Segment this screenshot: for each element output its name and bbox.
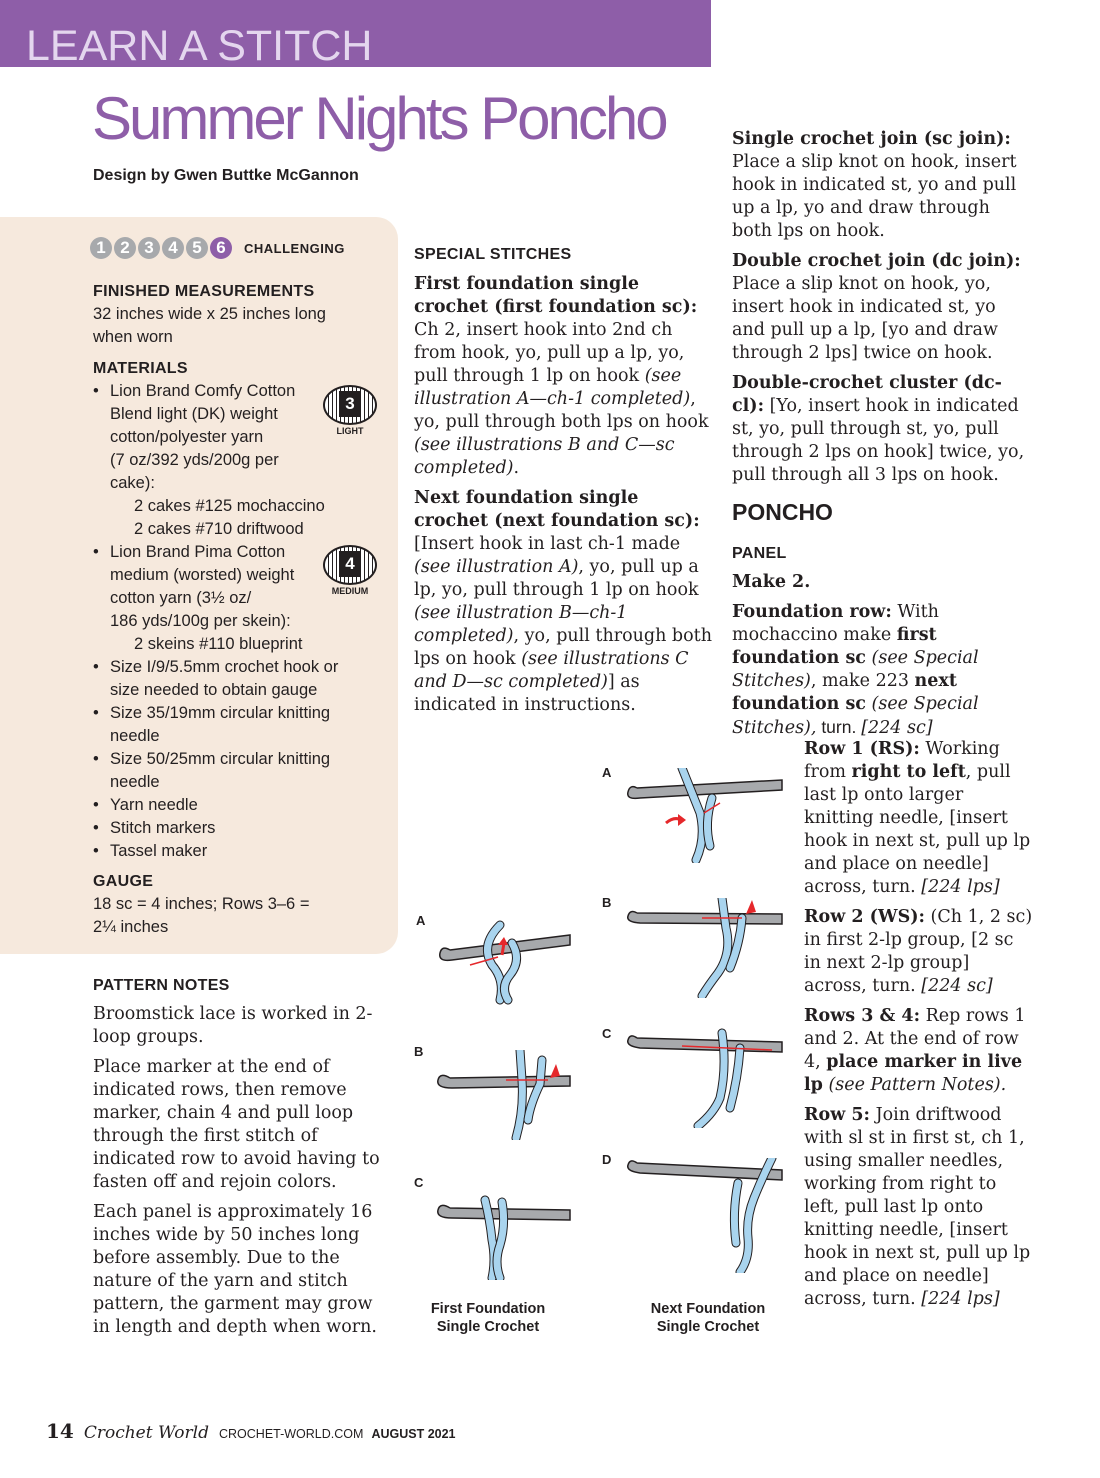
issue-date: AUGUST 2021 <box>371 1427 456 1441</box>
gauge-heading: GAUGE <box>93 873 154 890</box>
materials-heading: MATERIALS <box>93 360 188 377</box>
material-item: • Size I/9/5.5mm crochet hook or <box>93 656 378 679</box>
page-footer <box>46 1419 456 1443</box>
row-count: [224 sc] <box>921 976 993 996</box>
yarn-weight-number: 3 <box>339 391 361 417</box>
stitch-text: , yo, pull through both lps on hook <box>414 389 709 432</box>
material-continuation: medium (worsted) weight <box>110 566 295 584</box>
caption-line: First Foundation <box>430 1301 546 1317</box>
caption-line: Next Foundation <box>650 1301 766 1317</box>
row-emphasis: place marker in live lp <box>804 1052 1023 1095</box>
foundation-row <box>732 601 1032 740</box>
designer-credit: Design by Gwen Buttke McGannon <box>93 167 359 184</box>
row-label: Row 1 (RS): <box>804 739 920 759</box>
stitch-name: Double-crochet cluster (dc-cl): <box>732 373 1002 416</box>
yarn-weight-number: 4 <box>339 551 361 577</box>
material-item: • Tassel maker <box>93 840 378 863</box>
row-text: , pull last lp onto larger knitting needle, [insert hook in next st, pull up lp and place on needle] across, turn. <box>804 762 1031 897</box>
special-stitches-heading: SPECIAL STITCHES <box>414 246 572 263</box>
stitch-text: Place a slip knot on hook, yo, insert hook in indicated st, yo and pull up a lp, [yo and draw through 2 lps] twice on hook. <box>732 274 998 363</box>
material-item: • Size 35/19mm circular knitting <box>93 702 378 725</box>
stitch-text: , yo, pull through both lps on hook <box>414 626 712 669</box>
material-continuation: cotton yarn (3½ oz/ <box>110 589 252 607</box>
material-item: • Lion Brand Pima Cotton <box>93 541 378 564</box>
material-item: • Lion Brand Comfy Cotton <box>93 380 378 403</box>
panel-heading: PANEL <box>732 545 787 562</box>
material-continuation: (7 oz/392 yds/200g per <box>110 451 279 469</box>
crochet-illustration-next-b <box>622 898 787 998</box>
material-subitem: 2 cakes #125 mochaccino <box>134 497 325 515</box>
stitch-text: . <box>513 458 520 478</box>
skill-level-2: 2 <box>114 237 136 259</box>
stitch-ref: (see illustrations C and D—sc completed) <box>414 649 689 692</box>
crochet-illustration-first-b <box>430 1050 580 1140</box>
caption-line: Single Crochet <box>656 1319 760 1335</box>
dc-cluster <box>732 372 1032 487</box>
pattern-notes <box>93 977 393 1346</box>
row-emphasis: first foundation sc <box>732 625 937 668</box>
page-number: 14 <box>46 1419 74 1443</box>
measurements-section <box>93 280 378 349</box>
yarn-weight-4-icon <box>322 545 378 596</box>
figure-caption-first <box>412 1300 564 1336</box>
material-subitem: 2 cakes #710 driftwood <box>134 520 304 538</box>
row-2 <box>804 906 1034 998</box>
row-count: [224 lps] <box>921 1289 1000 1309</box>
stitch-name: Next foundation single crochet (next foundation sc): <box>414 488 700 531</box>
row-text: , make 223 <box>810 671 915 691</box>
material-continuation: cake): <box>110 474 155 492</box>
material-item: • Yarn needle <box>93 794 378 817</box>
figure-letter: C <box>602 1026 612 1041</box>
material-continuation: Blend light (DK) weight <box>110 405 278 423</box>
pattern-title: Summer Nights Poncho <box>92 85 666 152</box>
first-foundation-sc <box>414 273 714 480</box>
website: CROCHET-WORLD.COM <box>218 1427 364 1441</box>
section-label: LEARN A STITCH <box>26 22 373 70</box>
skill-level-5: 5 <box>186 237 208 259</box>
material-continuation: needle <box>110 773 160 791</box>
pattern-note: Place marker at the end of indicated rows, then remove marker, chain 4 and pull loop through the first stitch of indicated row to avoid having to fasten off and rejoin colors. <box>93 1057 380 1192</box>
joins-column <box>732 128 1032 747</box>
row-label: Row 2 (WS): <box>804 907 925 927</box>
stitch-text: Place a slip knot on hook, insert hook in indicated st, yo and pull up a lp, yo and draw through both lps on hook. <box>732 152 1017 241</box>
pattern-note: Each panel is approximately 16 inches wide by 50 inches long before assembly. Due to the nature of the yarn and stitch pattern, the garment may grow in length and depth when worn. <box>93 1202 377 1337</box>
row-emphasis: right to left <box>851 762 966 782</box>
skill-level-1: 1 <box>90 237 112 259</box>
material-continuation: 186 yds/100g per skein): <box>110 612 291 630</box>
yarn-ball-icon <box>323 545 377 585</box>
gauge-section <box>93 870 378 939</box>
stitch-name: Double crochet join (dc join): <box>732 251 1021 271</box>
pattern-notes-heading: PATTERN NOTES <box>93 977 230 994</box>
material-continuation: needle <box>110 727 160 745</box>
special-stitches <box>414 243 714 724</box>
stitch-name: First foundation single crochet (first foundation sc): <box>414 274 698 317</box>
dc-join <box>732 250 1032 365</box>
stitch-text: Ch 2, insert hook into 2nd ch from hook, yo, pull up a lp, yo, pull through 1 lp on hook <box>414 320 685 386</box>
material-continuation: size needed to obtain gauge <box>110 681 318 699</box>
measurements-heading: FINISHED MEASUREMENTS <box>93 283 315 300</box>
material-item: • Size 50/25mm circular knitting <box>93 748 378 771</box>
stitch-ref: (see illustration A—ch-1 completed) <box>414 366 691 409</box>
crochet-illustration-next-d <box>622 1158 787 1273</box>
pattern-note: Broomstick lace is worked in 2-loop groups. <box>93 1004 373 1047</box>
row-1 <box>804 738 1034 899</box>
sc-join <box>732 128 1032 243</box>
stitch-text: [Insert hook in last ch-1 made <box>414 534 681 554</box>
materials-list <box>93 380 378 863</box>
skill-level-3: 3 <box>138 237 160 259</box>
skill-level <box>90 237 345 259</box>
row-label: Foundation row: <box>732 602 892 622</box>
magazine-name: Crochet World <box>83 1423 209 1443</box>
crochet-illustration-first-c <box>430 1180 580 1280</box>
row-text: turn. <box>816 717 862 737</box>
row-text: With mochaccino make <box>732 602 939 645</box>
caption-line: Single Crochet <box>436 1319 540 1335</box>
crochet-illustration-next-c <box>622 1028 787 1128</box>
figure-caption-next <box>632 1300 784 1336</box>
row-count: [224 sc] <box>861 718 933 738</box>
stitch-name: Single crochet join (sc join): <box>732 129 1011 149</box>
crochet-illustration-next-a <box>622 768 787 863</box>
yarn-ball-icon <box>323 385 377 425</box>
figure-letter: C <box>414 1175 424 1190</box>
stitch-ref: (see illustration A) <box>414 557 579 577</box>
row-label: Rows 3 & 4: <box>804 1006 921 1026</box>
material-item: • Stitch markers <box>93 817 378 840</box>
row-text: (Ch 1, 2 sc) in first 2-lp group, [2 sc in next 2-lp group] across, turn. <box>804 907 1033 996</box>
yarn-weight-label: LIGHT <box>336 426 364 436</box>
row-5 <box>804 1104 1034 1311</box>
measurements-line: 32 inches wide x 25 inches long <box>93 305 326 323</box>
poncho-heading: PONCHO <box>732 499 833 525</box>
row-text: Working from <box>804 739 1000 782</box>
section-banner <box>0 0 711 70</box>
row-text: Join driftwood with sl st in first st, ch 1, using smaller needles, working from right to left, pull last lp onto knitting needle, [insert hook in next st, pull up lp and place on needle] across, turn. <box>804 1105 1031 1309</box>
measurements-line: when worn <box>93 328 173 346</box>
figure-letter: A <box>602 765 612 780</box>
figure-letter: B <box>602 895 612 910</box>
row-ref: (see Special Stitches) <box>732 648 979 691</box>
material-subitem: 2 skeins #110 blueprint <box>134 635 303 653</box>
row-ref: (see Special Stitches), <box>732 694 979 738</box>
next-foundation-sc <box>414 487 714 717</box>
stitch-text: ] as indicated in instructions. <box>414 672 640 715</box>
yarn-weight-label: MEDIUM <box>331 586 369 596</box>
row-count: [224 lps] <box>921 877 1000 897</box>
row-emphasis: next foundation sc <box>732 671 957 714</box>
figure-letter: B <box>414 1044 424 1059</box>
skill-level-4: 4 <box>162 237 184 259</box>
gauge-line: 18 sc = 4 inches; Rows 3–6 = <box>93 895 310 913</box>
stitch-ref: (see illustration B—ch-1 completed) <box>414 603 628 646</box>
make-count: Make 2. <box>732 572 811 592</box>
skill-level-6: 6 <box>210 237 232 259</box>
figure-letter: A <box>416 913 426 928</box>
crochet-illustration-first-a <box>430 905 580 1005</box>
material-continuation: cotton/polyester yarn <box>110 428 264 446</box>
row-label: Row 5: <box>804 1105 871 1125</box>
row-ref: (see Pattern Notes). <box>822 1075 1007 1095</box>
stitch-text: , yo, pull up a lp, yo, pull through 1 lp on hook <box>414 557 699 600</box>
figure-letter: D <box>602 1152 612 1167</box>
row-text: Rep rows 1 and 2. At the end of row 4, <box>804 1006 1026 1072</box>
yarn-weight-3-icon <box>322 385 378 436</box>
stitch-text: [Yo, insert hook in indicated st, yo, pull through st, yo, pull through 2 lps on hook] twice, yo, pull through all 3 lps on hook. <box>732 396 1025 485</box>
stitch-ref: (see illustrations B and C—sc completed) <box>414 435 675 478</box>
gauge-line: 2¼ inches <box>93 918 169 936</box>
rows-column <box>804 738 1034 1318</box>
skill-label: CHALLENGING <box>244 240 345 256</box>
rows-3-4 <box>804 1005 1034 1097</box>
